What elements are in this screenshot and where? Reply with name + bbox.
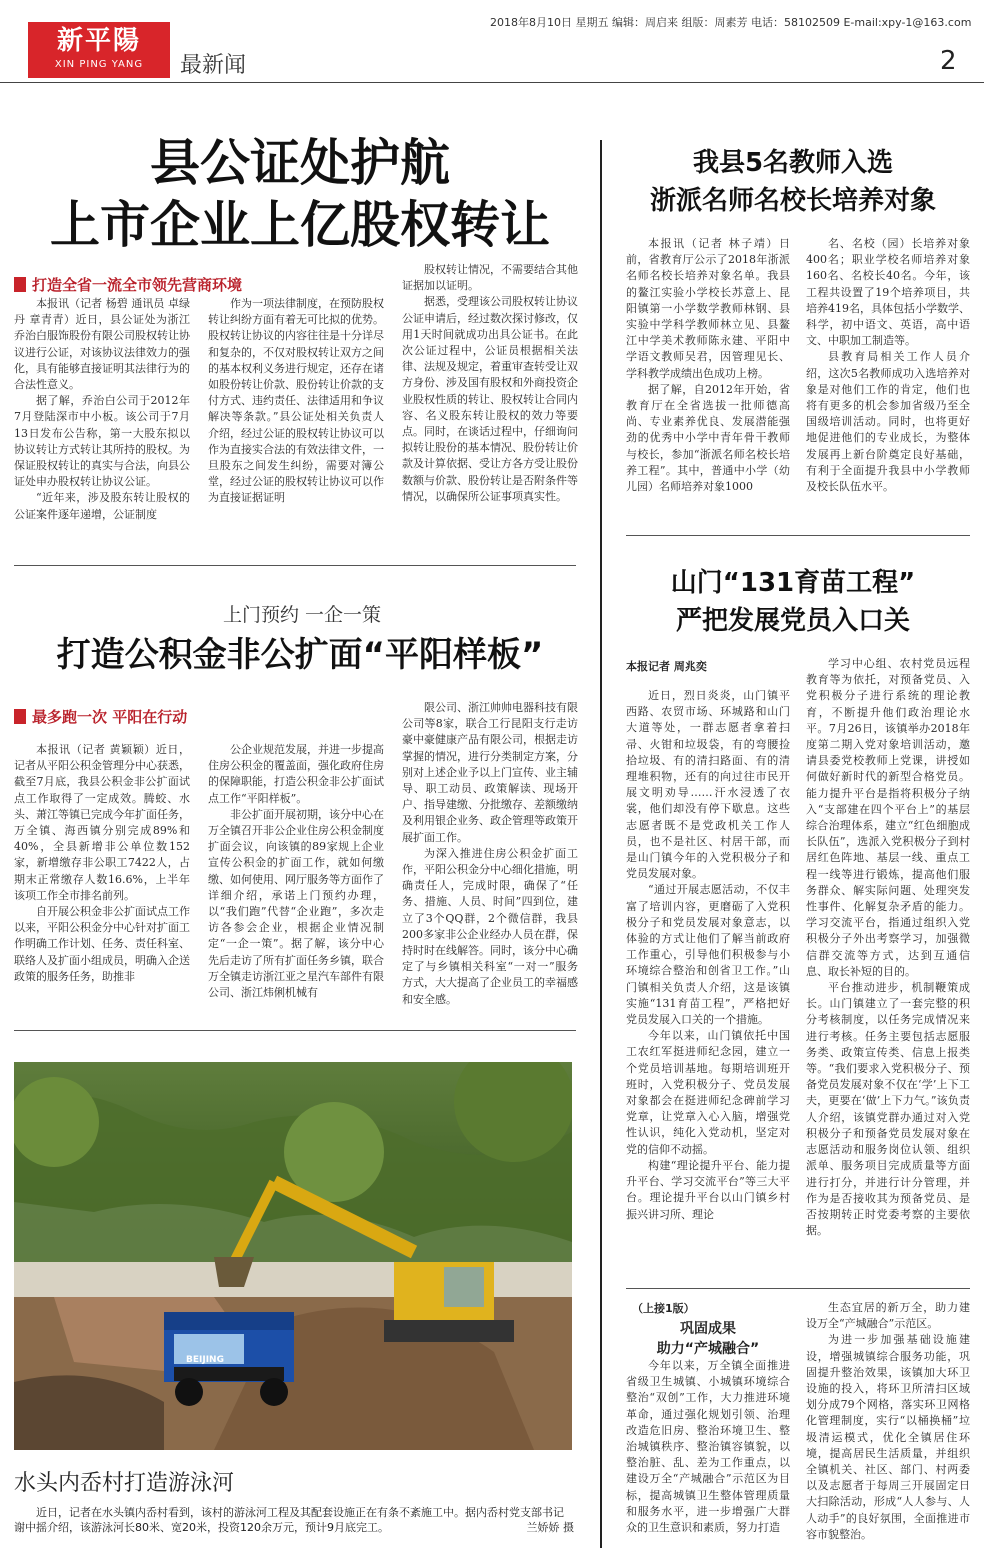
story3-title-line1: 我县5名教师入选 (692, 148, 894, 178)
paragraph: 据了解，自2012年开始，省教育厅在全省选拔一批师德高尚、专业素养优良、发展潜能强劲的优秀中小学中青年骨干教师与校长，参加“浙派名师名校长培养工程”。其中，普通中小学（幼儿园）名师培养对象1000 (626, 382, 790, 494)
paragraph: 非公扩面开展初期，该分中心在万全镇召开非公企业住房公积金制度扩面会议，向该镇的89家规上企业宣传公积金的扩面工作，就如何缴缴、如何使用、网厅服务等方面作了详细介绍，承诺上门预约办理，以“我们跑”代替“企业跑”，多次走访各参会企业，根据企业情况制定“一企一策”。据了解，该分中心先后走访了所有扩面任务乡镇，联合万全镇走访浙江亚之星汽车部件有限公司、浙江炜俐机械有 (208, 807, 384, 1000)
paragraph: 生态宜居的新万全，助力建设万全“产城融合”示范区。 (806, 1301, 970, 1331)
photo-caption-text: 近日，记者在水头镇内岙村看到，该村的游泳河工程及其配套设施正在有条不紊施工中。据内岙村党支部书记谢中摇介绍，该游泳河长80米、宽20米，投资120余万元，预计9月底完工。 (14, 1506, 564, 1534)
story1-column-2 (208, 296, 384, 528)
truck-logo-text: BEIJING (186, 1355, 224, 1365)
story3-title-line2: 浙派名师名校长培养对象 (649, 186, 936, 216)
story5-title-line2: 助力“产城融合” (656, 1341, 760, 1357)
paragraph: 为进一步加强基础设施建设，增强城镇综合服务功能，巩固提升整治效果，该镇加大环卫设施的投入，将环卫所清扫区域划分成79个网格，落实环卫网格化管理制度，实行“以桶换桶”垃圾清运模式，优化全镇居住环境，提高居民生活质量，并组织全镇机关、社区、部门、村两委以及志愿者于每周三开展固定日大扫除活动，形成“人人参与、人人动手”的良好氛围，全面推进市容市貌整治。 (806, 1333, 970, 1541)
paragraph: 今年以来，山门镇依托中国工农红军挺进师纪念园，建立一个党员培训基地。每期培训班开班时，入党积极分子、党员发展对象都会在挺进师纪念碑前学习党章，让党章入心入脑，增强党性认识，纯化入党动机，坚定对党的信仰不动摇。 (626, 1029, 790, 1156)
paragraph: 近日，烈日炎炎，山门镇平西路、农贸市场、环城路和山门大道等处，一群志愿者拿着扫帚、火钳和垃圾袋，有的弯腰捡拾垃圾、有的清扫路面、有的清理堆积物，还有的向过往市民开展文明劝导……汗水浸透了衣裳，他们却没有停下歇息。这些志愿者既不是党政机关工作人员，也不是社区、村居干部，而是山门镇今年的入党积极分子和党员发展对象。 (626, 689, 790, 881)
story1-divider (14, 565, 576, 566)
construction-photo (14, 1062, 572, 1450)
photo-credit: 兰娇娇 摄 (526, 1521, 574, 1534)
story2-column-1 (14, 742, 190, 1024)
paragraph: 为深入推进住房公积金扩面工作，平阳公积金分中心细化措施，明确责任人，完成时限，确保了“任务、措施、人员、时间”四到位，建立了3个QQ群，2个微信群，我县200多家非公企业经办人员在群，保持时时在线解答。同时，该分中心确定了与乡镇相关科室“一对一”服务方式，大大提高了企业员工的幸福感和安全感。 (402, 846, 578, 1006)
paragraph: 构建“理论提升平台、能力提升平台、学习交流平台”等三大平台。理论提升平台以山门镇乡村振兴讲习所、理论 (626, 1158, 790, 1221)
story5-column-1 (626, 1358, 790, 1554)
paragraph: 名、名校（园）长培养对象400名；职业学校名师培养对象160名、名校长40名。今年，该工程共设置了19个培养项目，共培养419名，具体包括小学数学、科学，初中语文、英语，高中语文、中职加工制造等。 (806, 237, 970, 348)
paragraph: 自开展公积金非公扩面试点工作以来，平阳公积金分中心针对扩面工作明确工作计划、任务、责任科室、联络人及扩面小组成员，明确入企送政策的服务任务，助推非 (14, 905, 190, 983)
story3-column-2 (806, 236, 970, 510)
story2-column-2 (208, 742, 384, 1024)
section-name: 最新闻 (180, 53, 247, 78)
paragraph: 本报讯（记者 黄颖颖）近日，记者从平阳公积金管理分中心获悉，截至7月底，我县公积金非公扩面试点工作取得了一定成效。腾蛟、水头、萧江等镇已完成今年扩面任务，万全镇、海西镇分别完成89%和40%，全县新增非公单位数152家，新增缴存非公职工7422人，占期末正常缴存人数16.6%，上半年该项工作全市排名前列。 (14, 743, 190, 902)
logo-text: 新平陽 (56, 26, 141, 56)
header-divider (0, 82, 984, 83)
story4-column-1 (626, 688, 790, 1278)
story2-title: 打造公积金非公扩面“平阳样板” (56, 635, 544, 675)
story1-column-3 (402, 262, 578, 528)
story2-divider (14, 1030, 576, 1031)
story1-kicker: 打造全省一流全市领先营商环境 (14, 274, 242, 295)
issue-meta: 2018年8月10日 星期五 编辑：周启来 组版：周素芳 电话：58102509 E-mail:xpy-1@163.com (490, 16, 972, 29)
paragraph: 股权转让情况，不需要结合其他证据加以证明。 (402, 263, 578, 293)
paragraph: 作为一项法律制度，在预防股权转让纠纷方面有着无可比拟的优势。股权转让协议的内容往往是十分详尽和复杂的，不仅对股权转让双方之间的基本权利义务进行规定，还存在诸如股份转让价款、股份转让价款的支付方式、违约责任、法律适用和争议解决等条款。”县公证处相关负责人介绍，经过公证的股权转让协议可以作为直接实合法的有效法律文件，一旦股东之间发生纠纷，需要对簿公堂，经过公证的股权转让协议可以作为直接证据证明 (208, 297, 384, 505)
paragraph: 学习中心组、农村党员远程教育等为依托，对预备党员、入党积极分子进行系统的理论教育，不断提升他们政治理论水平。7月26日，该镇举办2018年度第二期入党对象培训活动，邀请县委党校教师上党课，讲授如何做好新时代的新型合格党员。能力提升平台是指将积极分子纳入“支部建在四个平台上”的基层综合治理体系，建立“红色细胞成长队伍”，选派入党积极分子到村居红色阵地、基层一线、重点工程一线等进行锻炼，提高他们服务群众、解实际问题、处理突发性事件、化解复杂矛盾的能力。学习交流平台，指通过组织入党积极分子外出考察学习，加强微信群交流等方式，达到互通信息、取长补短的目的。 (806, 657, 970, 978)
paragraph: 本报讯（记者 林子靖）日前，省教育厅公示了2018年浙派名师名校长培养对象名单。我县的鳌江实验小学校长苏意上、昆阳镇第一小学数学教师林钢、县实验中学科学教师林立见、县鳌江中学美术教师陈永建、平阳中学语文教师吴君，因管理见长、学科教学成绩出色成功上榜。 (626, 237, 790, 380)
paragraph: 今年以来，万全镇全面推进省级卫生城镇、小城镇环境综合整治“双创”工作，大力推进环境革命，通过强化规划引领、治理改造危旧房、整治环境卫生、整治城镇秩序、整治镇容镇貌，以整治脏、乱、差为工作重点，以建设万全“产城融合”示范区为目标，提高城镇卫生整体管理质量和服务水平，进一步增强广大群众的卫生意识和素质，努力打造 (626, 1359, 790, 1535)
story3-column-1 (626, 236, 790, 510)
paragraph: 本报讯（记者 杨碧 通讯员 卓绿丹 章青青）近日，县公证处为浙江乔治白服饰股份有限公司股权转让协议进行公证，对该协议法律效力的强化，具有能够直接证明其法律行为的合法性意义。 (14, 297, 190, 392)
paragraph: 据悉，受理该公司股权转让协议公证申请后，经过数次探讨修改，仅用1天时间就成功出具公证书。在此次公证过程中，公证员根据相关法律、法规及规定，着重审查转受让双方身份、涉及国有股权和外商投资企业股权性质的转让、股权转让合同内容、名义股东转让股权的效力等要点。同时，在谈话过程中，仔细询问拟转让股份的基本情况、股份转让价款及计算依据、受让方各方受让股份数额与价款、股份转让是否附条件等情况，以确保所公证事项真实性。 (402, 295, 578, 503)
paragraph: “近年来，涉及股东转让股权的公证案件逐年递增，公证制度 (14, 491, 190, 521)
paragraph: 公企业规范发展，并进一步提高住房公积金的覆盖面，强化政府住房的保障职能，打造公积金非公扩面试点工作“平阳样板”。 (208, 743, 384, 805)
photo-title: 水头内岙村打造游泳河 (14, 1471, 235, 1496)
logo-subtext: XIN PING YANG (54, 59, 144, 70)
story4-title-line1: 山门“131育苗工程” (670, 568, 916, 598)
paragraph: 平台推动进步，机制鞭策成长。山门镇建立了一套完整的积分考核制度，以任务完成情况来进行考核。任务主要包括志愿服务类、政策宣传类、信息上报类等。“我们要求入党积极分子、预备党员发展对象不仅在‘学’上下工夫，更要在‘做’上下力气。”该负责人介绍，该镇党群办通过对入党积极分子和预备党员发展对象在志愿活动和服务岗位认领、组织派单、服务项目完成质量等方面进行打分，并进行计分管理，并作为是否接收其为预备党员、是否按期转正时党委考察的主要依据。 (806, 981, 970, 1238)
paragraph: 据了解，乔治白公司于2012年7月登陆深市中小板。该公司于7月13日发布公告称，第一大股东拟以协议转让方式转让其所持的股权。为保证股权转让的真实与合法，向县公证处申办股权转让协议公证。 (14, 394, 190, 489)
column-divider (600, 140, 602, 1548)
story2-kicker: 最多跑一次 平阳在行动 (14, 706, 187, 727)
story2-column-3 (402, 700, 578, 1024)
photo-caption (14, 1505, 574, 1535)
story4-column-2 (806, 656, 970, 1278)
story1-column-1 (14, 296, 190, 528)
paragraph: “通过开展志愿活动，不仅丰富了培训内容，更磨砺了入党积极分子和党员发展对象意志，以体验的方式让他们了解当前政府工作重心，引导他们积极参与小环境综合整治和创省卫工作。”山门镇相关负责人介绍，这是该镇实施“131育苗工程”，严格把好党员发展入口关的一个措施。 (626, 883, 790, 1027)
story1-title-line1: 县公证处护航 (150, 134, 450, 192)
page-number: 2 (940, 46, 957, 76)
paragraph: 县教育局相关工作人员介绍，这次5名教师成功入选培养对象是对他们工作的肯定，他们也将有更多的机会参加省级乃至全国级培训活动。同时，也将更好地促进他们的专业成长，为整体发展再上新台阶奠定良好基础，有利于全面提升我县中小学教师及校长队伍水平。 (806, 350, 970, 494)
paragraph: 限公司、浙江帅帅电器科技有限公司等8家，联合工行昆阳支行走访豪中豪健康产品有限公司，根据走访掌握的情况，进行分类制定方案，分别对上述企业予以上门宣传、业主辅导、职工动员、政策解读、现场开户、指导建缴、分批缴存、差额缴纳及利用银企业务、政企管理等政策开展扩面工作。 (402, 701, 578, 844)
story4-title-line2: 严把发展党员入口关 (675, 606, 910, 636)
story4-byline: 本报记者 周兆奕 (626, 660, 707, 673)
story5-continued-label: （上接1版） (632, 1302, 695, 1315)
story5-column-2 (806, 1300, 970, 1554)
story3-divider (626, 535, 970, 536)
story5-title-line1: 巩固成果 (680, 1321, 736, 1337)
story4-divider (626, 1288, 970, 1289)
story1-title-line2: 上市企业上亿股权转让 (50, 196, 550, 254)
story2-subtitle: 上门预约 一企一策 (222, 604, 382, 626)
masthead-logo (28, 22, 170, 78)
